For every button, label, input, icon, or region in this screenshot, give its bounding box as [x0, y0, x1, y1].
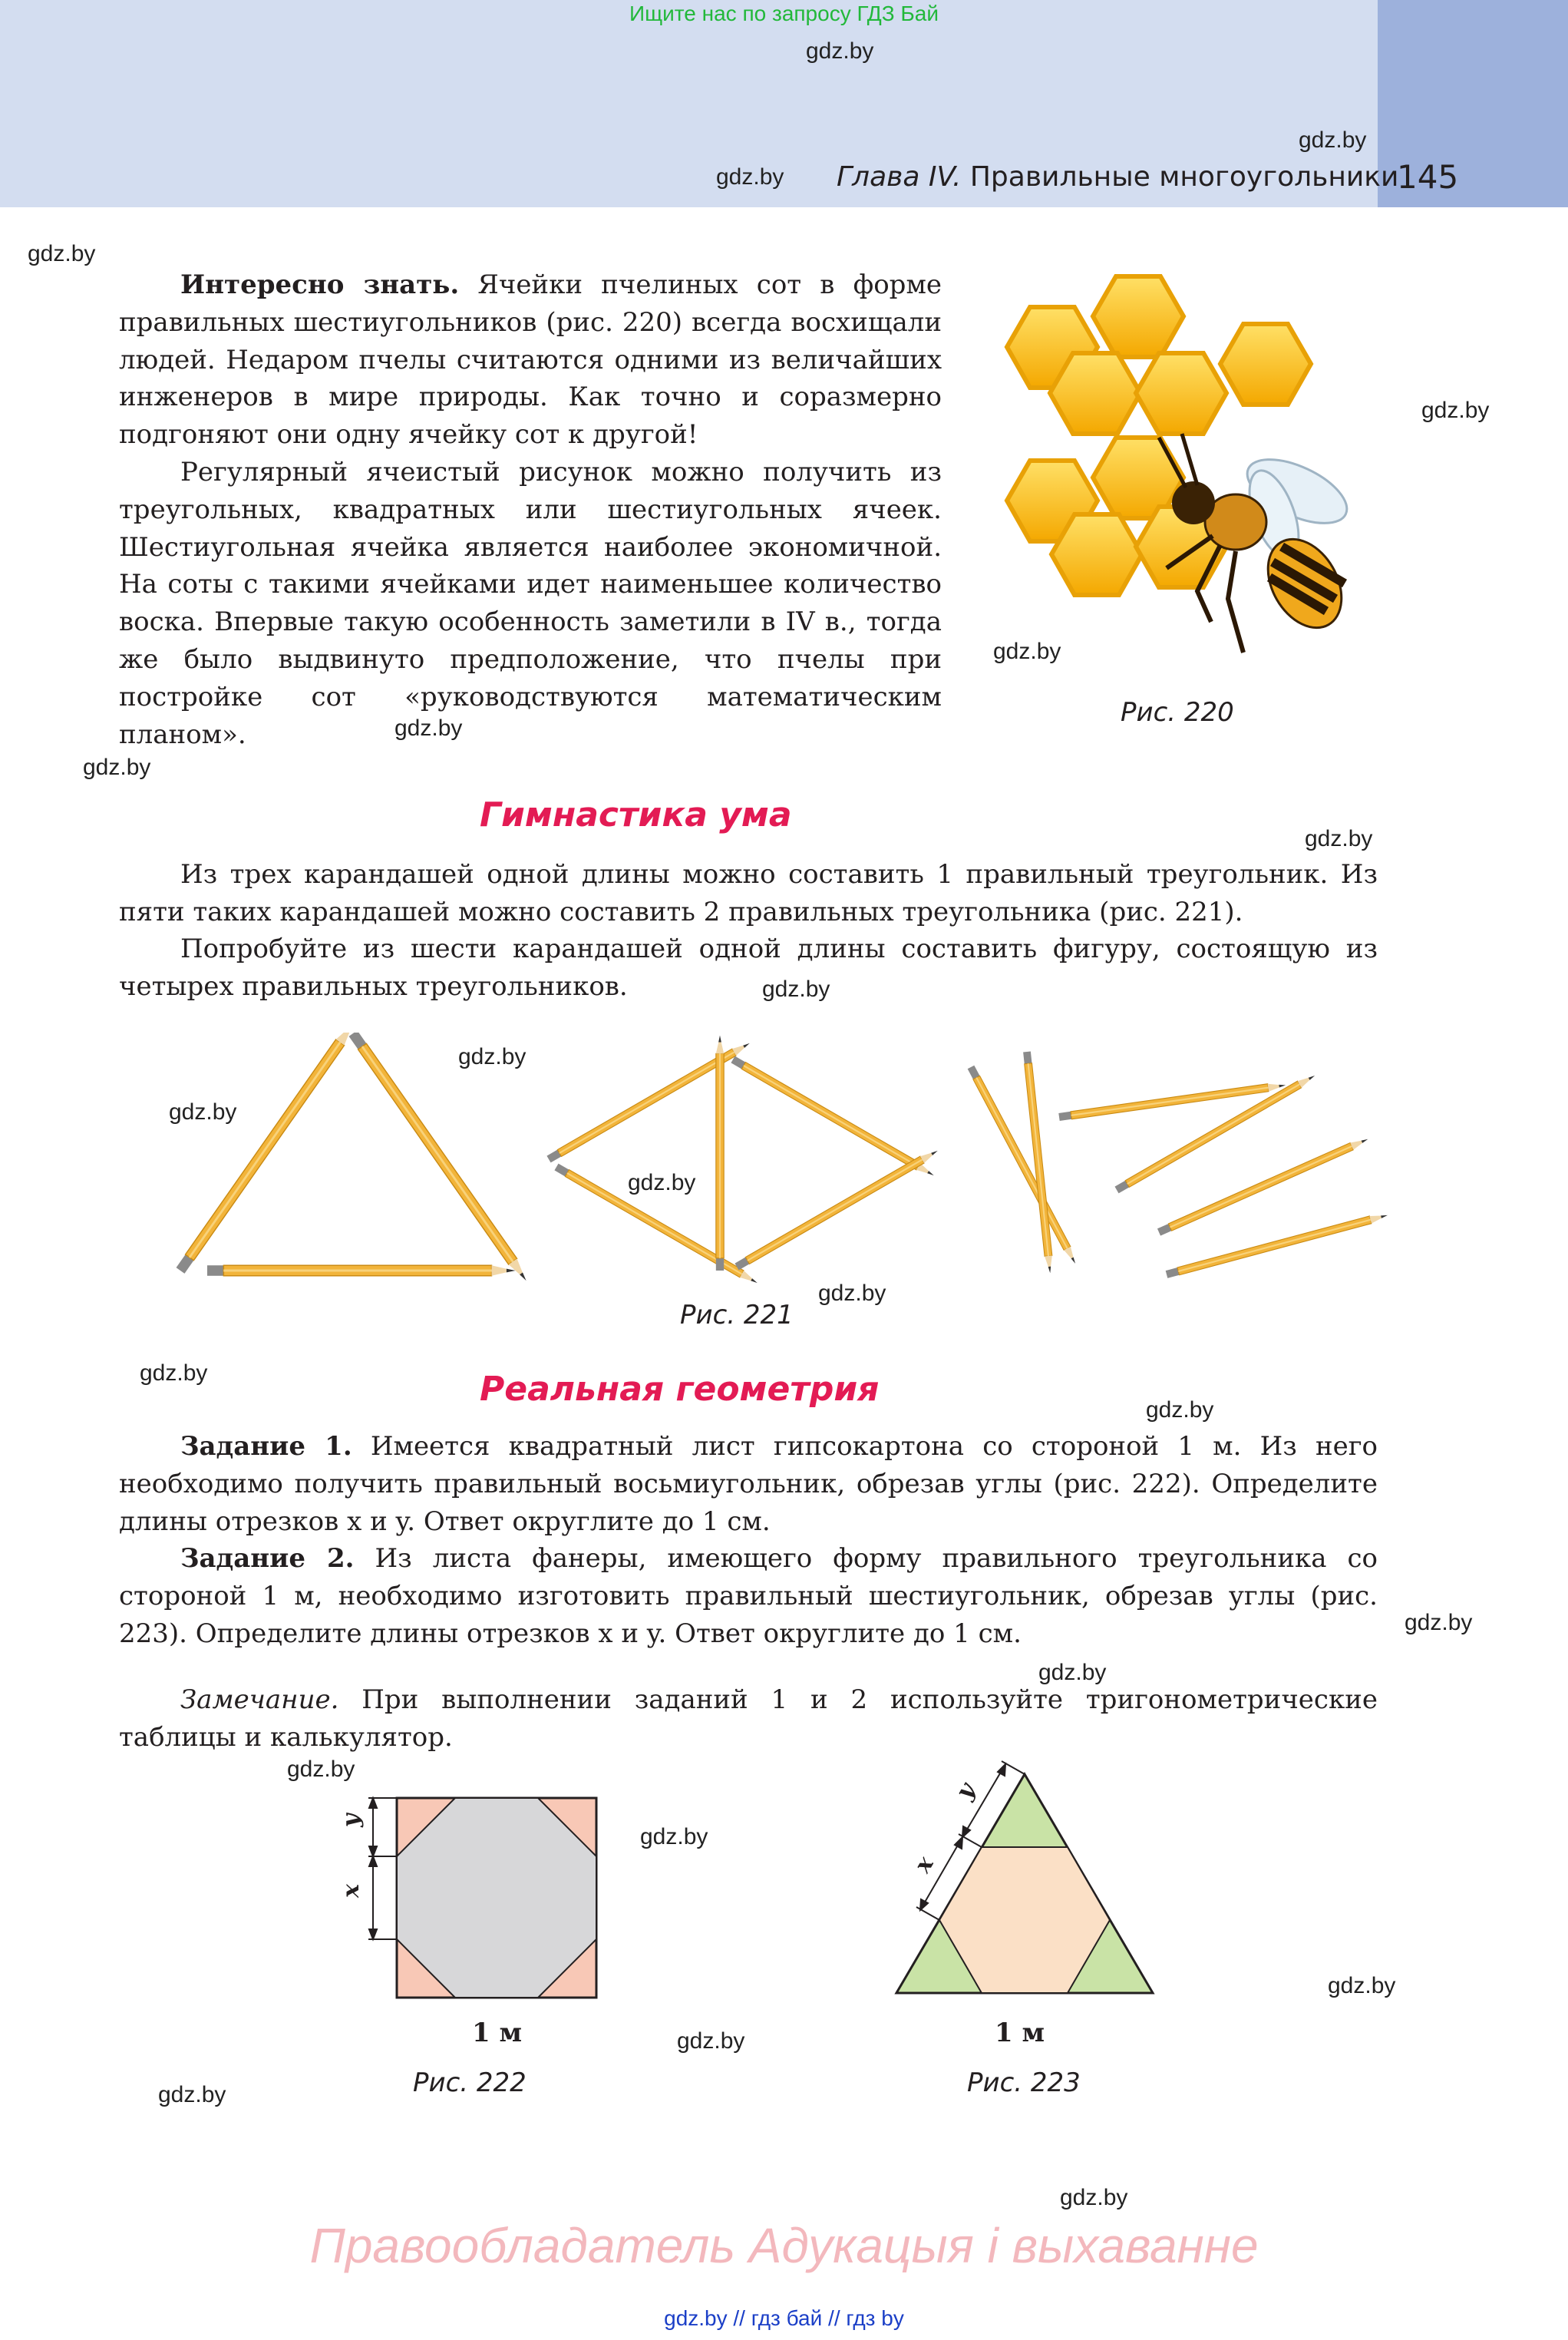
chapter-label: Глава IV. — [837, 161, 962, 193]
label-x-222: x — [338, 1884, 365, 1898]
side-length-222: 1 м — [472, 2018, 523, 2048]
square-sheet — [397, 1798, 596, 1998]
note — [119, 1681, 1378, 1757]
watermark: gdz.by — [1328, 1973, 1396, 1998]
watermark: gdz.by — [158, 2082, 226, 2107]
gymnastics-paragraph-2: Попробуйте из шести карандашей одной длины составить фигуру, состоящую из четырех правильных треугольников. — [119, 934, 1378, 1002]
watermark: gdz.by — [1405, 1610, 1473, 1635]
watermark: gdz.by — [818, 1281, 886, 1306]
task-1-lead: Задание 1. — [180, 1431, 352, 1462]
watermark: gdz.by — [28, 241, 96, 266]
interesting-text-2: Регулярный ячеистый рисунок можно получить из треугольных, квадратных или шестиугольных ячеек. Шестиугольная ячейка является наиболее экономичной. На соты с такими ячейками идет наименьшее количество воска. Впервые такую особенность заметили в IV в., тогда же было выдвинуто предположение, что пчелы при постройке сот «руководствуются математическим планом». — [119, 457, 942, 750]
watermark: gdz.by — [1421, 398, 1490, 423]
watermark: gdz.by — [640, 1824, 708, 1849]
task-2-lead: Задание 2. — [180, 1543, 355, 1574]
caption-fig-222: Рис. 222 — [413, 2067, 527, 2098]
task-2 — [119, 1540, 1378, 1652]
dimension-lines — [368, 1798, 397, 1939]
watermark: gdz.by — [287, 1757, 355, 1782]
caption-fig-221: Рис. 221 — [680, 1300, 794, 1330]
watermark: gdz.by — [716, 164, 784, 190]
gymnastics-paragraph-1: Из трех карандашей одной длины можно составить 1 правильный треугольник. Из пяти таких карандашей можно составить 2 правильных треугольника (рис. 221). — [119, 859, 1378, 927]
side-length-223: 1 м — [995, 2018, 1045, 2048]
pencils-illustration — [169, 1033, 1412, 1294]
watermark: gdz.by — [169, 1099, 237, 1125]
rights-holder-watermark: Правообладатель Адукацыя і выхаванне — [309, 2218, 1259, 2273]
task-1-text: Имеется квадратный лист гипсокартона со стороной 1 м. Из него необходимо получить правильный восьмиугольник, обрезав углы (рис. 222). Определите длины отрезков x и y. Ответ округлите до 1 см. — [119, 1431, 1378, 1537]
note-text: При выполнении заданий 1 и 2 используйте тригонометрические таблицы и калькулятор. — [119, 1684, 1378, 1753]
caption-fig-223: Рис. 223 — [967, 2067, 1081, 2098]
honeycomb-bee-illustration — [967, 261, 1381, 683]
label-x-223: x — [909, 1852, 939, 1878]
interesting-lead: Интересно знать. — [180, 269, 460, 300]
watermark: gdz.by — [677, 2028, 745, 2054]
chapter-heading — [837, 161, 1398, 193]
watermark: gdz.by — [1305, 826, 1373, 851]
watermark: gdz.by — [83, 755, 151, 780]
figure-222-octagon-in-square — [322, 1785, 614, 2015]
figure-223-hexagon-in-triangle — [860, 1758, 1167, 2004]
task-2-text: Из листа фанеры, имеющего форму правильного треугольника со стороной 1 м, необходимо изготовить правильный шестиугольник, обрезав углы (рис. 223). Определите длины отрезков x и y. Ответ округлите до 1 см. — [119, 1543, 1378, 1649]
honeycomb-cells — [1007, 276, 1311, 595]
caption-fig-220: Рис. 220 — [1121, 697, 1234, 728]
interesting-paragraph-2 — [119, 454, 942, 753]
watermark: gdz.by — [394, 716, 463, 741]
watermark: gdz.by — [140, 1360, 208, 1386]
interesting-paragraph-1 — [119, 266, 942, 454]
watermark: gdz.by — [806, 38, 874, 64]
chapter-title: Правильные многоугольники — [969, 161, 1399, 193]
top-note[interactable]: Ищите нас по запросу ГДЗ Бай — [629, 2, 939, 25]
watermark: gdz.by — [762, 977, 830, 1002]
task-1 — [119, 1428, 1378, 1540]
watermark: gdz.by — [628, 1170, 696, 1195]
watermark: gdz.by — [1060, 2185, 1128, 2210]
watermark: gdz.by — [1038, 1660, 1107, 1685]
heading-gymnastics: Гимнастика ума — [480, 795, 792, 835]
triangle-three-pencils — [177, 1033, 530, 1284]
watermark: gdz.by — [1299, 127, 1367, 153]
watermark: gdz.by — [993, 639, 1061, 664]
rhombus-five-pencils — [546, 1036, 939, 1287]
label-y-223: y — [950, 1778, 981, 1804]
six-loose-pencils — [968, 1051, 1389, 1277]
watermark: gdz.by — [458, 1044, 527, 1069]
interesting-text-1: Ячейки пчелиных сот в форме правильных шестиугольников (рис. 220) всегда восхищали людей. Недаром пчелы считаются одними из величайших инженеров в мире природы. Как точно и соразмерно подгоняют они одну ячейку сот к другой! — [119, 269, 942, 451]
watermark: gdz.by — [1146, 1397, 1214, 1423]
bottom-links[interactable]: gdz.by // гдз бай // гдз by — [664, 2306, 904, 2330]
note-lead: Замечание. — [180, 1684, 339, 1715]
page-number: 145 — [1397, 158, 1459, 196]
label-y-222: y — [338, 1813, 365, 1827]
heading-real-geometry: Реальная геометрия — [480, 1370, 880, 1409]
